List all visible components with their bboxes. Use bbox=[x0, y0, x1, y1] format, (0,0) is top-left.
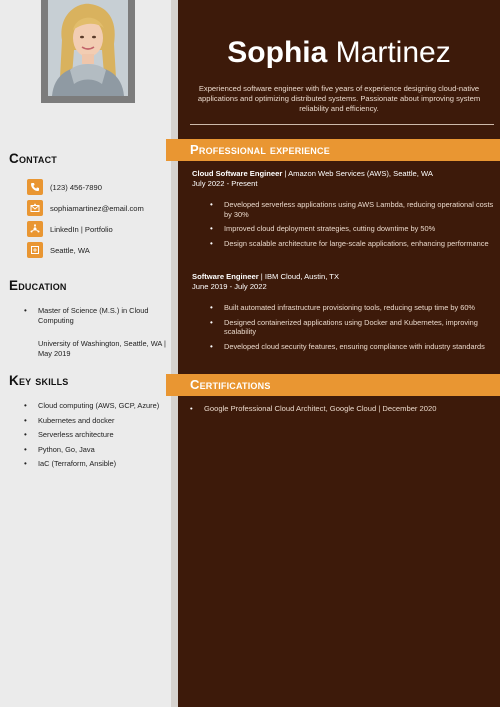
job-title-2 bbox=[192, 272, 492, 282]
candidate-name bbox=[178, 36, 500, 70]
contact-links bbox=[27, 221, 113, 237]
job-bullet: • Design scalable architecture for large-scale applications, enhancing performance bbox=[210, 239, 494, 249]
contact-email-text: sophiamartinez@email.com bbox=[50, 203, 144, 213]
job-bullet: • Designed containerized applications using Docker and Kubernetes, improving scalability bbox=[210, 318, 494, 337]
panel-divider-strip bbox=[171, 0, 178, 707]
education-school: University of Washington, Seattle, WA | May 2019 bbox=[38, 339, 166, 358]
location-icon bbox=[27, 242, 43, 258]
certifications-heading: Certifications bbox=[166, 374, 500, 396]
job-bullets-1 bbox=[210, 200, 494, 253]
job-role: Cloud Software Engineer bbox=[192, 169, 283, 178]
profile-photo bbox=[48, 0, 128, 96]
job-company: | Amazon Web Services (AWS), Seattle, WA bbox=[282, 169, 433, 178]
contact-phone-text: (123) 456-7890 bbox=[50, 182, 102, 192]
certification-item: • Google Professional Cloud Architect, Google Cloud | December 2020 bbox=[190, 404, 500, 414]
skill-item: • Serverless architecture bbox=[20, 430, 170, 440]
contact-links-text: LinkedIn | Portfolio bbox=[50, 224, 113, 234]
job-role: Software Engineer bbox=[192, 272, 259, 281]
education-list bbox=[20, 306, 170, 330]
education-heading: Education bbox=[9, 278, 67, 293]
job-bullets-2 bbox=[210, 303, 494, 356]
skill-item: • Cloud computing (AWS, GCP, Azure) bbox=[20, 401, 170, 411]
education-degree: • Master of Science (M.S.) in Cloud Computing bbox=[20, 306, 170, 325]
header-divider bbox=[190, 124, 494, 125]
skill-item: • IaC (Terraform, Ansible) bbox=[20, 459, 170, 469]
job-dates-1: July 2022 - Present bbox=[192, 179, 258, 188]
contact-location-text: Seattle, WA bbox=[50, 245, 90, 255]
job-dates-2: June 2019 - July 2022 bbox=[192, 282, 267, 291]
professional-summary: Experienced software engineer with five years of experience designing cloud-native applications and optimizing distributed systems. Passionate about improving system reliability and efficiency. bbox=[197, 84, 481, 113]
email-icon bbox=[27, 200, 43, 216]
job-company: | IBM Cloud, Austin, TX bbox=[258, 272, 340, 281]
skill-item: • Python, Go, Java bbox=[20, 445, 170, 455]
first-name: Sophia bbox=[227, 36, 328, 69]
last-name: Martinez bbox=[335, 36, 451, 69]
contact-email bbox=[27, 200, 144, 216]
contact-phone bbox=[27, 179, 102, 195]
job-bullet: • Improved cloud deployment strategies, cutting downtime by 50% bbox=[210, 224, 494, 234]
portrait-illustration bbox=[48, 0, 128, 96]
contact-heading: Contact bbox=[9, 151, 57, 166]
job-bullet: • Built automated infrastructure provisioning tools, reducing setup time by 60% bbox=[210, 303, 494, 313]
skill-item: • Kubernetes and docker bbox=[20, 416, 170, 426]
skills-heading: Key skills bbox=[9, 373, 69, 388]
contact-location bbox=[27, 242, 90, 258]
job-bullet: • Developed cloud security features, ensuring compliance with industry standards bbox=[210, 342, 494, 352]
job-title-1 bbox=[192, 169, 492, 179]
job-bullet: • Developed serverless applications using AWS Lambda, reducing operational costs by 30% bbox=[210, 200, 494, 219]
experience-heading: Professional experience bbox=[166, 139, 500, 161]
skills-list bbox=[20, 401, 170, 474]
phone-icon bbox=[27, 179, 43, 195]
network-icon bbox=[27, 221, 43, 237]
